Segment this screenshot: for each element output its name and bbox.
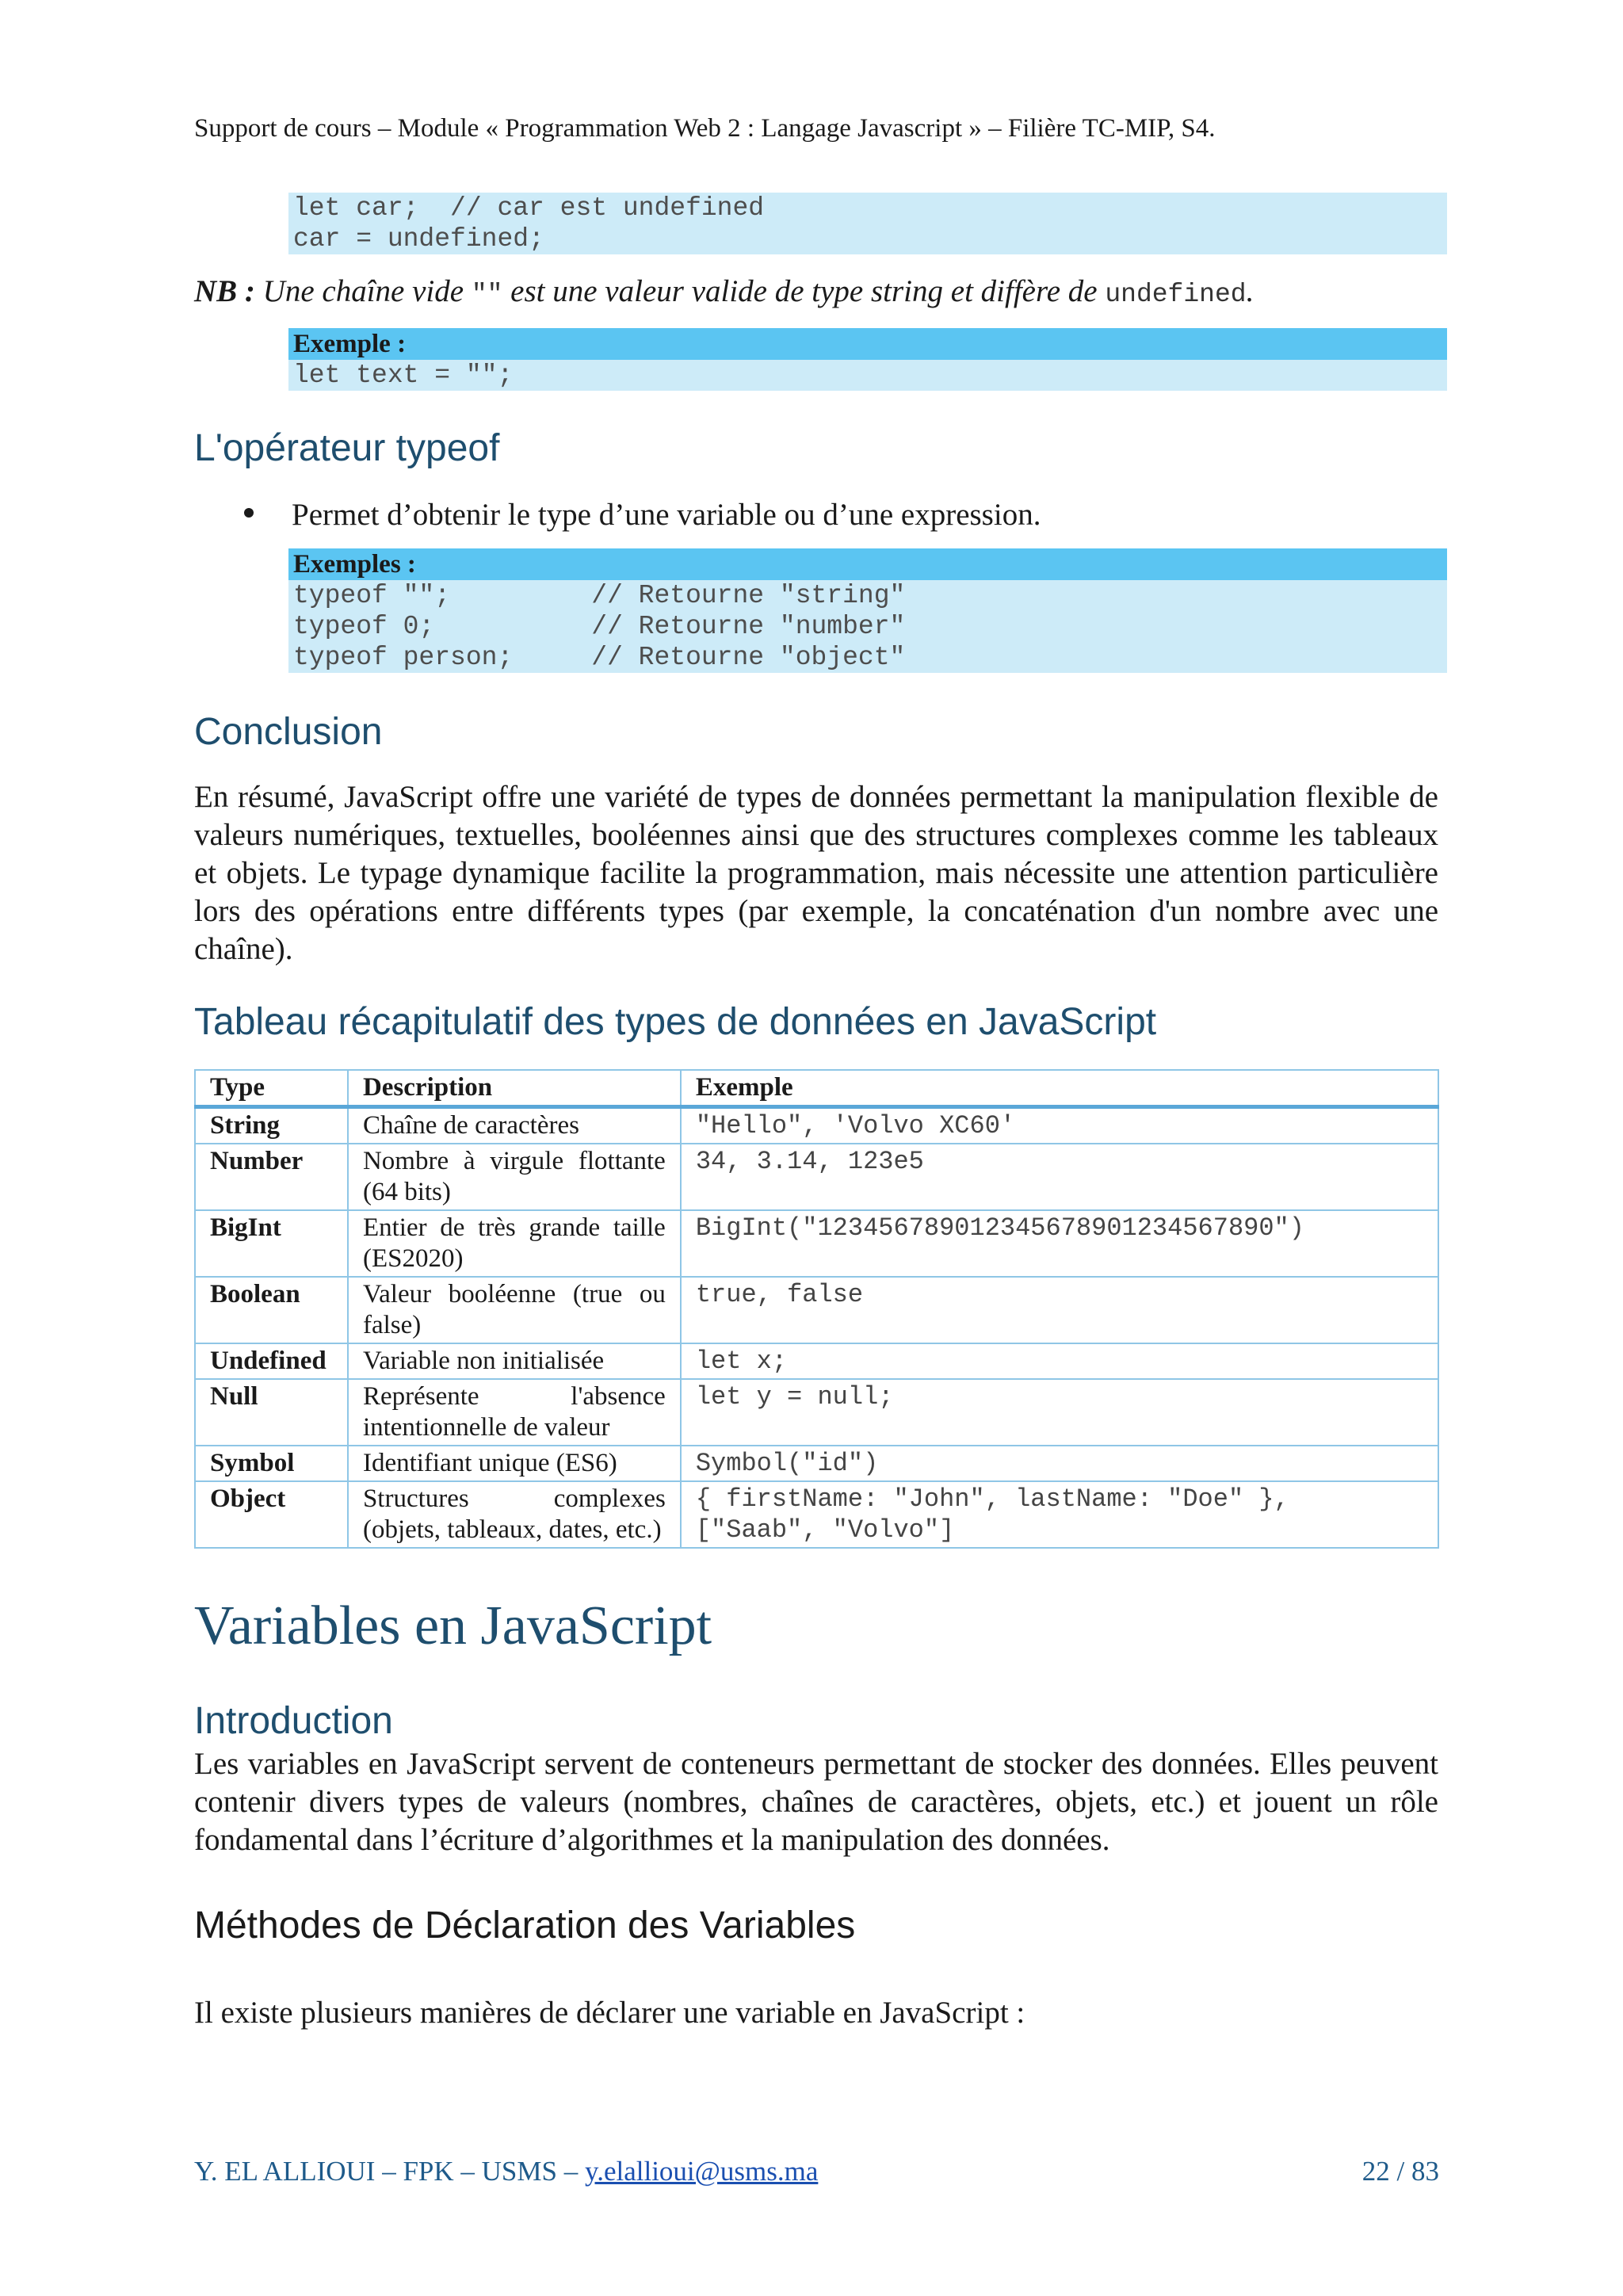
table-row xyxy=(195,1107,1438,1144)
type-cell: Object xyxy=(195,1481,348,1548)
table-row xyxy=(195,1379,1438,1446)
bullet-text: Permet d’obtenir le type d’une variable ou d’une expression. xyxy=(292,498,1041,532)
code-block-undefined xyxy=(288,193,1447,254)
nb-code-undefined: undefined xyxy=(1105,280,1247,309)
page-footer xyxy=(194,2156,1439,2187)
description-cell: Variable non initialisée xyxy=(348,1343,681,1379)
nb-text: Une chaîne vide xyxy=(254,274,472,308)
example-block xyxy=(288,328,1447,391)
example-cell: "Hello", 'Volvo XC60' xyxy=(681,1107,1438,1144)
table-row xyxy=(195,1277,1438,1343)
example-cell: let x; xyxy=(681,1343,1438,1379)
code-line: typeof 0; // Retourne "number" xyxy=(293,612,906,641)
table-row xyxy=(195,1144,1438,1210)
description-cell: Identifiant unique (ES6) xyxy=(348,1446,681,1481)
type-cell: Null xyxy=(195,1379,348,1446)
code-line: let car; // car est undefined xyxy=(293,193,765,223)
type-cell: BigInt xyxy=(195,1210,348,1277)
introduction-paragraph: Les variables en JavaScript servent de conteneurs permettant de stocker des données. Elles peuvent contenir divers types de valeurs (nombres, chaînes de caractères, objets, etc.) et jouent un rôle fondamental dans l’écriture d’algorithmes et la manipulation des données. xyxy=(194,1747,1438,1857)
declaration-methods-text: Il existe plusieurs manières de déclarer une variable en JavaScript : xyxy=(194,1996,1025,2030)
conclusion-heading: Conclusion xyxy=(194,711,383,753)
table-row xyxy=(195,1210,1438,1277)
nb-end: . xyxy=(1246,274,1254,308)
footer-email-link[interactable]: y.elallioui@usms.ma xyxy=(584,2156,819,2187)
example-cell: { firstName: "John", lastName: "Doe" }, ["Saab", "Volvo"] xyxy=(681,1481,1438,1548)
example-cell: true, false xyxy=(681,1277,1438,1343)
page-number: 22 / 83 xyxy=(1361,2156,1439,2187)
example-cell: BigInt("123456789012345678901234567890") xyxy=(681,1210,1438,1277)
table-row xyxy=(195,1446,1438,1481)
type-cell: String xyxy=(195,1107,348,1144)
description-cell: Chaîne de caractères xyxy=(348,1107,681,1144)
introduction-heading: Introduction xyxy=(194,1700,393,1742)
code-line: typeof ""; // Retourne "string" xyxy=(293,581,906,610)
examples-block xyxy=(288,548,1447,673)
nb-text-after: est une valeur valide de type string et diffère de xyxy=(502,274,1106,308)
declaration-methods-heading: Méthodes de Déclaration des Variables xyxy=(194,1904,856,1946)
typeof-heading: L'opérateur typeof xyxy=(194,427,500,469)
example-cell: 34, 3.14, 123e5 xyxy=(681,1144,1438,1210)
nb-label: NB : xyxy=(194,274,255,308)
code-line: let text = ""; xyxy=(293,361,514,390)
table-row xyxy=(195,1343,1438,1379)
description-cell: Valeur booléenne (true ou false) xyxy=(348,1277,681,1343)
type-cell: Number xyxy=(195,1144,348,1210)
code-line: car = undefined; xyxy=(293,224,544,254)
table-header-cell: Type xyxy=(195,1070,348,1107)
description-cell: Entier de très grande taille (ES2020) xyxy=(348,1210,681,1277)
conclusion-paragraph: En résumé, JavaScript offre une variété de types de données permettant la manipulation flexible de valeurs numériques, textuelles, booléennes ainsi que des structures complexes comme les tableaux et objets. Le typage dynamique facilite la programmation, mais nécessite une attention particulière lors des opérations entre différents types (par exemple, la concaténation d'un nombre avec une chaîne). xyxy=(194,780,1438,966)
nb-code: "" xyxy=(471,280,503,309)
code-line: typeof person; // Retourne "object" xyxy=(293,643,906,672)
table-header-cell: Exemple xyxy=(681,1070,1438,1107)
footer-author: Y. EL ALLIOUI – FPK – USMS – xyxy=(194,2156,585,2187)
description-cell: Structures complexes (objets, tableaux, dates, etc.) xyxy=(348,1481,681,1548)
table-header-cell: Description xyxy=(348,1070,681,1107)
type-cell: Undefined xyxy=(195,1343,348,1379)
typeof-bullet xyxy=(246,497,1041,533)
nb-note xyxy=(194,273,1254,309)
type-cell: Symbol xyxy=(195,1446,348,1481)
bullet-dot-icon xyxy=(244,508,254,518)
description-cell: Nombre à virgule flottante (64 bits) xyxy=(348,1144,681,1210)
examples-label: Exemples : xyxy=(288,548,1447,580)
example-label: Exemple : xyxy=(288,328,1447,360)
variables-title: Variables en JavaScript xyxy=(194,1595,712,1656)
data-types-table xyxy=(194,1069,1439,1549)
table-header-row xyxy=(195,1070,1438,1107)
example-cell: Symbol("id") xyxy=(681,1446,1438,1481)
table-heading: Tableau récapitulatif des types de données en JavaScript xyxy=(194,1001,1157,1043)
page-header: Support de cours – Module « Programmation Web 2 : Langage Javascript » – Filière TC-MIP, S4. xyxy=(194,114,1216,143)
type-cell: Boolean xyxy=(195,1277,348,1343)
description-cell: Représente l'absence intentionnelle de valeur xyxy=(348,1379,681,1446)
example-cell: let y = null; xyxy=(681,1379,1438,1446)
table-row xyxy=(195,1481,1438,1548)
